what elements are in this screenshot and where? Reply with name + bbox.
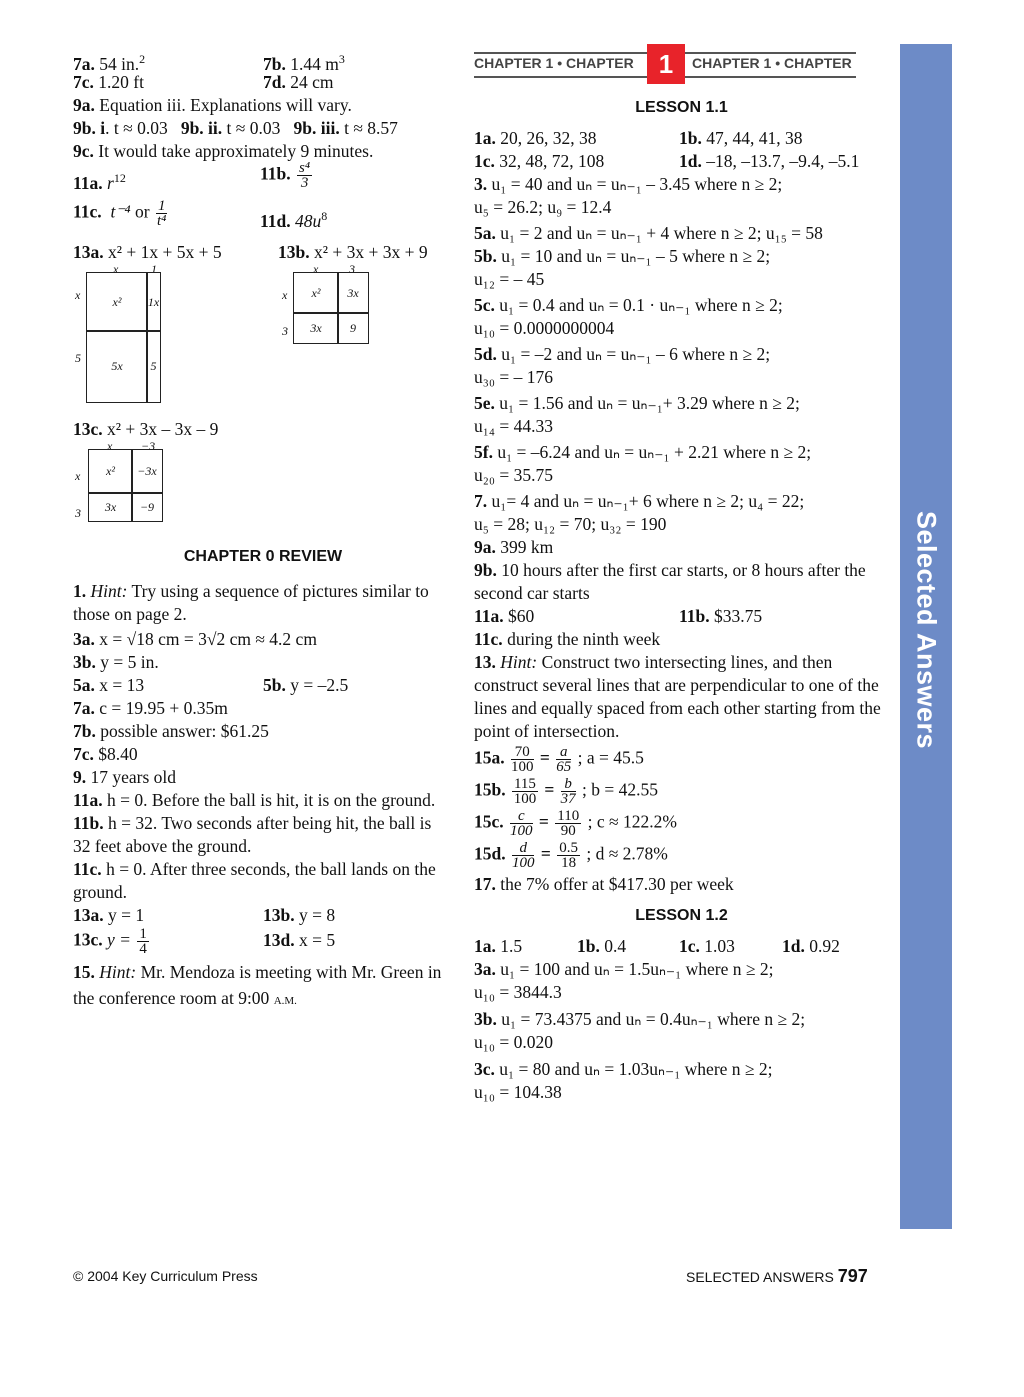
diagram-label: x — [313, 262, 319, 276]
chapter-tab-bar — [474, 49, 856, 79]
answer-row — [474, 415, 889, 438]
answer-text: ; a = 45.5 — [577, 747, 644, 768]
answer-label: 9b. i — [73, 118, 106, 138]
answer-text: y = 1 — [108, 905, 145, 925]
answer-row — [73, 858, 453, 904]
answer-label: 11b. — [679, 606, 710, 626]
diagram-cell: 1x — [146, 272, 161, 332]
answer-row — [474, 366, 889, 389]
answer-label: 9b. ii. — [180, 118, 223, 138]
fraction — [556, 745, 571, 774]
answer-row — [73, 697, 453, 720]
answer-row — [474, 605, 889, 628]
diagram-label: x — [282, 288, 288, 302]
fraction — [510, 809, 533, 838]
answer-row — [474, 441, 889, 464]
denominator: 3 — [300, 175, 309, 191]
answer-text: 399 km — [500, 537, 554, 557]
answer-text: 47, 44, 41, 38 — [706, 128, 803, 148]
answer-label: 1b. — [577, 936, 600, 956]
answer-row — [474, 935, 889, 958]
answer-text: u₁₀ = 0.0000000004 — [474, 318, 615, 338]
answer-row — [73, 48, 453, 74]
answer-label: 7b. — [263, 54, 286, 74]
answer-label: 13. — [474, 652, 496, 672]
fraction — [512, 777, 538, 806]
answer-label: 7. — [474, 491, 488, 511]
answer-text: 1.5 — [500, 936, 523, 956]
answer-row — [73, 904, 453, 927]
denominator: 18 — [561, 855, 577, 871]
answer-row — [73, 241, 453, 264]
sidebar-title: Selected Answers — [911, 510, 942, 750]
answer-row — [474, 981, 889, 1004]
answer-label: 11c. — [73, 859, 102, 879]
answer-label: 3b. — [474, 1009, 497, 1029]
answer-label: 11a. — [73, 790, 103, 810]
diagram-cell: 5 — [146, 330, 161, 403]
numerator: c — [510, 809, 533, 824]
answer-row — [474, 513, 889, 536]
answer-label: 11b. — [260, 163, 291, 184]
lesson-heading: LESSON 1.1 — [635, 99, 728, 116]
answer-text: 24 cm — [290, 72, 334, 92]
answer-label: 3a. — [474, 959, 496, 979]
answer-row — [474, 343, 889, 366]
answer-text: ; c ≈ 122.2% — [587, 811, 677, 832]
answer-text: 1.44 m — [290, 54, 339, 74]
answer-text: u₁ = –2 and uₙ = uₙ₋₁ – 6 where n ≥ 2; — [501, 344, 771, 364]
answer-text: h = 32. Two seconds after being hit, the ball is 32 feet above the ground. — [73, 813, 432, 856]
answer-text: the 7% offer at $417.30 per week — [500, 874, 734, 894]
answer-text: 1.03 — [704, 936, 735, 956]
answer-label: 5e. — [474, 393, 495, 413]
superscript: 2 — [139, 52, 146, 66]
answer-text: x² + 1x + 5x + 5 — [108, 242, 222, 262]
answer-row: 15c. $\frac{c}{100}$ = $\frac{110}{90}$ ; c ≈ 122.2% — [474, 808, 677, 839]
answer-row — [73, 94, 453, 117]
answer-text: u₁₀ = 104.38 — [474, 1082, 562, 1102]
answer-text: u₃₀ = – 176 — [474, 367, 553, 387]
answer-text: Mr. Mendoza is meeting with Mr. Green in the conference room at 9:00 — [73, 962, 442, 1008]
answer-row — [474, 536, 889, 559]
answer-label: 7a. — [73, 54, 95, 74]
answer-row — [474, 651, 889, 743]
answer-row — [474, 196, 889, 219]
answer-row — [73, 580, 453, 626]
denominator: 90 — [560, 823, 576, 839]
answer-text: x = 13 — [99, 675, 145, 695]
answer-label: 15c. — [474, 811, 504, 832]
answer-row — [474, 317, 889, 340]
answer-label: 11d. — [260, 211, 291, 231]
answer-label: 11c. — [474, 629, 503, 649]
answer-label: 9a. — [73, 95, 95, 115]
answer-label: 15a. — [474, 747, 505, 768]
numerator: d — [512, 841, 535, 856]
answer-text: x = 5 — [298, 930, 336, 950]
answer-label: 5b. — [474, 246, 497, 266]
chapter-tab-right: CHAPTER 1 • CHAPTER — [692, 55, 852, 71]
answer-text: u₁ = 0.4 and uₙ = 0.1 · uₙ₋₁ where n ≥ 2; — [499, 295, 783, 315]
answer-label: 1d. — [679, 151, 702, 171]
answer-label: 13b. — [263, 905, 295, 925]
answer-label: 13a. — [73, 905, 104, 925]
answer-row — [474, 464, 889, 487]
answer-label: 11c. — [73, 201, 102, 222]
answer-row — [73, 651, 453, 674]
diagram-label: −3 — [141, 439, 156, 453]
answer-text: during the ninth week — [507, 629, 661, 649]
right-column — [474, 96, 889, 1104]
answer-row — [474, 173, 889, 196]
fraction — [561, 777, 576, 806]
chapter-tab-left: CHAPTER 1 • CHAPTER — [474, 55, 634, 71]
diagram-cell: −9 — [131, 492, 163, 522]
answer-label: 5c. — [474, 295, 495, 315]
denominator: 100 — [511, 855, 535, 871]
numerator: 70 — [511, 745, 534, 760]
answer-text: c = 19.95 + 0.35m — [99, 698, 228, 718]
diagram-label: 1 — [151, 262, 157, 276]
answer-label: 13a. — [73, 242, 104, 262]
answer-label: 9a. — [474, 537, 496, 557]
hint-label: Hint: — [99, 962, 137, 982]
answer-text: t ≈ 8.57 — [344, 118, 398, 138]
answer-text: y = 5 in. — [100, 652, 159, 672]
diagram-cell: 3x — [293, 312, 339, 344]
answer-text: u₁ = –6.24 and uₙ = uₙ₋₁ + 2.21 where n ≥ 2; — [497, 442, 812, 462]
numerator: a — [556, 745, 571, 760]
am-label: A.M. — [273, 995, 297, 1007]
copyright-notice: © 2004 Key Curriculum Press — [73, 1268, 258, 1284]
diagram-label: 5 — [75, 351, 81, 365]
answer-label: 15. — [73, 962, 95, 982]
answer-text: –18, –13.7, –9.4, –5.1 — [706, 151, 860, 171]
answer-text: h = 0. After three seconds, the ball lands on the ground. — [73, 859, 436, 902]
answer-row — [73, 160, 453, 199]
answer-label: 5a. — [474, 223, 496, 243]
answer-text: y = 8 — [298, 905, 336, 925]
numerator: 110 — [557, 808, 580, 824]
answer-text: u₂₀ = 35.75 — [474, 465, 553, 485]
answer-text: possible answer: $61.25 — [100, 721, 269, 741]
diagram-cell: −3x — [131, 449, 163, 494]
diagram-label: x — [75, 288, 81, 302]
answer-row — [73, 812, 453, 858]
denominator: 37 — [560, 791, 576, 807]
hint-label: Hint: — [90, 581, 128, 601]
answer-text: y = –2.5 — [290, 675, 349, 695]
diagram-label: x — [107, 439, 113, 453]
answer-text: u₁ = 73.4375 and uₙ = 0.4uₙ₋₁ where n ≥ 2; — [501, 1009, 806, 1029]
answer-label: 1a. — [474, 936, 496, 956]
answer-text: u₁ = 100 and uₙ = 1.5uₙ₋₁ where n ≥ 2; — [500, 959, 774, 979]
answer-row — [474, 150, 889, 173]
numerator: b — [561, 777, 576, 792]
answer-text: 48u — [295, 211, 322, 231]
answer-label: 9b. iii. — [293, 118, 340, 138]
answer-label: 1b. — [679, 128, 702, 148]
superscript: 12 — [113, 171, 126, 185]
answer-label: 15b. — [474, 779, 506, 800]
answer-label: 1c. — [474, 151, 495, 171]
answer-text: $8.40 — [98, 744, 138, 764]
answer-label: 9b. — [474, 560, 497, 580]
answer-text: u₁= 4 and uₙ = uₙ₋₁+ 6 where n ≥ 2; u₄ = 22; — [491, 491, 805, 511]
answer-text: x² + 3x + 3x + 9 — [313, 242, 428, 262]
denominator: 4 — [139, 941, 147, 957]
diagram-cell: 3x — [88, 492, 133, 522]
diagram-label: 3 — [349, 262, 355, 276]
answer-text: x = √18 cm = 3√2 cm ≈ 4.2 cm — [99, 629, 317, 649]
answer-row: 15d. $\frac{d}{100}$ = $\frac{0.5}{18}$ ; d ≈ 2.78% — [474, 840, 668, 871]
answer-row — [73, 140, 453, 163]
diagram-cell: 3x — [337, 272, 369, 314]
answer-text: Equation iii. Explanations will vary. — [99, 95, 352, 115]
answer-row: 15b. $\frac{115}{100}$ = $\frac{b}{37}$ ; b = 42.55 — [474, 776, 659, 807]
answer-row — [474, 958, 889, 981]
answer-label: 9. — [73, 767, 87, 787]
answer-text: h = 0. Before the ball is hit, it is on the ground. — [107, 790, 436, 810]
answer-label: 3a. — [73, 629, 95, 649]
answer-row — [73, 117, 453, 140]
answer-text: or — [135, 201, 150, 222]
diagram-label: 3 — [75, 506, 81, 520]
answer-row — [73, 927, 453, 959]
answer-label: 7c. — [73, 72, 94, 92]
answer-row — [73, 674, 453, 697]
answer-label: 5d. — [474, 344, 497, 364]
answer-row — [474, 392, 889, 415]
diagram-cell: 9 — [337, 312, 369, 344]
answer-text: . t ≈ 0.03 — [105, 118, 168, 138]
answer-text: t ≈ 0.03 — [226, 118, 281, 138]
answer-row — [73, 628, 453, 651]
page-footer — [686, 1266, 868, 1287]
answer-row — [73, 766, 453, 789]
answer-row — [73, 959, 453, 1014]
answer-text: u₁ = 10 and uₙ = uₙ₋₁ – 5 where n ≥ 2; — [501, 246, 771, 266]
denominator: t⁴ — [157, 213, 167, 229]
answer-row — [474, 873, 889, 896]
answer-label: 5b. — [263, 675, 286, 695]
page-number: 797 — [837, 1266, 868, 1286]
answer-label: 13c. — [73, 929, 103, 950]
answer-label: 13c. — [73, 419, 103, 439]
superscript: 8 — [321, 209, 328, 223]
answer-text: 32, 48, 72, 108 — [499, 151, 605, 171]
answer-row — [474, 245, 889, 268]
answer-row — [474, 1058, 889, 1081]
numerator: 1 — [157, 198, 166, 214]
answer-row: 15a. $\frac{70}{100}$ = $\frac{a}{65}$ ; a = 45.5 — [474, 744, 644, 775]
answer-text: 10 hours after the first car starts, or 8 hours after the second car starts — [474, 560, 866, 603]
answer-text: 0.92 — [809, 936, 840, 956]
answer-text: 1.20 ft — [98, 72, 144, 92]
area-diagrams — [73, 264, 453, 418]
answer-label: 1c. — [679, 936, 700, 956]
answer-row — [474, 559, 889, 605]
answer-row — [474, 127, 889, 150]
answer-label: 7a. — [73, 698, 95, 718]
answer-row — [73, 418, 453, 441]
diagram-label: 3 — [282, 324, 288, 338]
answer-label: 7c. — [73, 744, 94, 764]
answer-text: 20, 26, 32, 38 — [500, 128, 597, 148]
hint-label: Hint: — [500, 652, 538, 672]
answer-label: 7d. — [263, 72, 286, 92]
answer-label: 5f. — [474, 442, 493, 462]
fraction — [297, 161, 312, 190]
section-heading: CHAPTER 0 REVIEW — [183, 548, 343, 565]
answer-label: 1d. — [782, 936, 805, 956]
answer-text: 0.4 — [604, 936, 627, 956]
chapter-number-badge: 1 — [647, 44, 685, 84]
answer-text: u₅ = 26.2; u₉ = 12.4 — [474, 197, 612, 217]
answer-text: u₁₀ = 0.020 — [474, 1032, 553, 1052]
answer-text: ; d ≈ 2.78% — [586, 843, 668, 864]
answer-text: y = — [107, 929, 131, 950]
answer-text: u₁ = 80 and uₙ = 1.03uₙ₋₁ where n ≥ 2; — [499, 1059, 773, 1079]
answer-text: It would take approximately 9 minutes. — [98, 141, 374, 161]
area-diagram-13c — [73, 441, 453, 533]
answer-row — [73, 743, 453, 766]
answer-label: 17. — [474, 874, 496, 894]
diagram-cell: x² — [86, 272, 148, 332]
answer-label: 13d. — [263, 930, 295, 950]
diagram-cell: 5x — [86, 330, 148, 403]
lesson-heading: LESSON 1.2 — [635, 907, 728, 924]
fraction — [555, 809, 581, 838]
answer-row — [73, 71, 453, 94]
answer-text: Try using a sequence of pictures similar to those on page 2. — [73, 581, 429, 624]
answer-text: 54 in. — [99, 54, 140, 74]
answer-label: 9c. — [73, 141, 94, 161]
diagram-cell: x² — [88, 449, 133, 494]
answer-row — [73, 720, 453, 743]
answer-text: u₁₀ = 3844.3 — [474, 982, 562, 1002]
answer-row — [474, 268, 889, 291]
answer-row — [73, 789, 453, 812]
fraction — [557, 841, 580, 870]
left-column — [73, 48, 453, 1014]
answer-text: Construct two intersecting lines, and then construct several lines that are perpendicular to one of the lines and equally spaced from each other starting from the point of intersection. — [474, 652, 881, 741]
answer-label: 11b. — [73, 813, 104, 833]
denominator: 100 — [510, 823, 533, 839]
numerator: s⁴ — [299, 160, 311, 176]
answer-label: 11a. — [474, 606, 504, 626]
answer-label: 13b. — [278, 242, 310, 262]
answer-text: u₁₄ = 44.33 — [474, 416, 553, 436]
diagram-label: x — [113, 262, 119, 276]
answer-text: u₁ = 40 and uₙ = uₙ₋₁ – 3.45 where n ≥ 2; — [491, 174, 783, 194]
answer-label: 1a. — [474, 128, 496, 148]
diagram-label: x — [75, 469, 81, 483]
answer-label: 5a. — [73, 675, 95, 695]
answer-label: 11a. — [73, 173, 103, 193]
answer-label: 7b. — [73, 721, 96, 741]
answer-text: u₅ = 28; u₁₂ = 70; u₃₂ = 190 — [474, 514, 667, 534]
answer-text: x² + 3x – 3x – 9 — [107, 419, 219, 439]
answer-text: 17 years old — [90, 767, 177, 787]
fraction — [511, 745, 534, 774]
answer-text: $60 — [508, 606, 535, 626]
superscript: 3 — [338, 52, 345, 66]
fraction — [137, 927, 149, 956]
answer-text: ; b = 42.55 — [582, 779, 659, 800]
answer-text: r — [107, 173, 114, 193]
answer-text: u₁ = 1.56 and uₙ = uₙ₋₁+ 3.29 where n ≥ 2; — [499, 393, 800, 413]
answer-row — [474, 628, 889, 651]
answer-row — [474, 1008, 889, 1031]
fraction — [512, 841, 535, 870]
diagram-cell: x² — [293, 272, 339, 314]
denominator: 100 — [513, 791, 537, 807]
numerator: 115 — [513, 776, 536, 792]
answer-label: 3c. — [474, 1059, 495, 1079]
footer-section: SELECTED ANSWERS — [686, 1269, 834, 1285]
answer-label: 15d. — [474, 843, 506, 864]
answer-row — [73, 199, 453, 235]
denominator: 65 — [556, 759, 572, 775]
answer-row — [474, 1031, 889, 1054]
denominator: 100 — [511, 759, 534, 775]
answer-row — [474, 222, 889, 245]
answer-text: $33.75 — [714, 606, 763, 626]
numerator: 1 — [139, 926, 147, 942]
answer-label: 3. — [474, 174, 488, 194]
answer-label: 3b. — [73, 652, 96, 672]
answer-text: u₁ = 2 and uₙ = uₙ₋₁ + 4 where n ≥ 2; u₁₅ = 58 — [500, 223, 823, 243]
answer-text: u₁₂ = – 45 — [474, 269, 545, 289]
answer-row — [474, 1081, 889, 1104]
answer-row — [474, 490, 889, 513]
answer-text: t⁻⁴ — [110, 201, 131, 222]
answer-row — [474, 294, 889, 317]
numerator: 0.5 — [559, 840, 578, 856]
answer-label: 1. — [73, 581, 87, 601]
fraction — [156, 199, 168, 228]
